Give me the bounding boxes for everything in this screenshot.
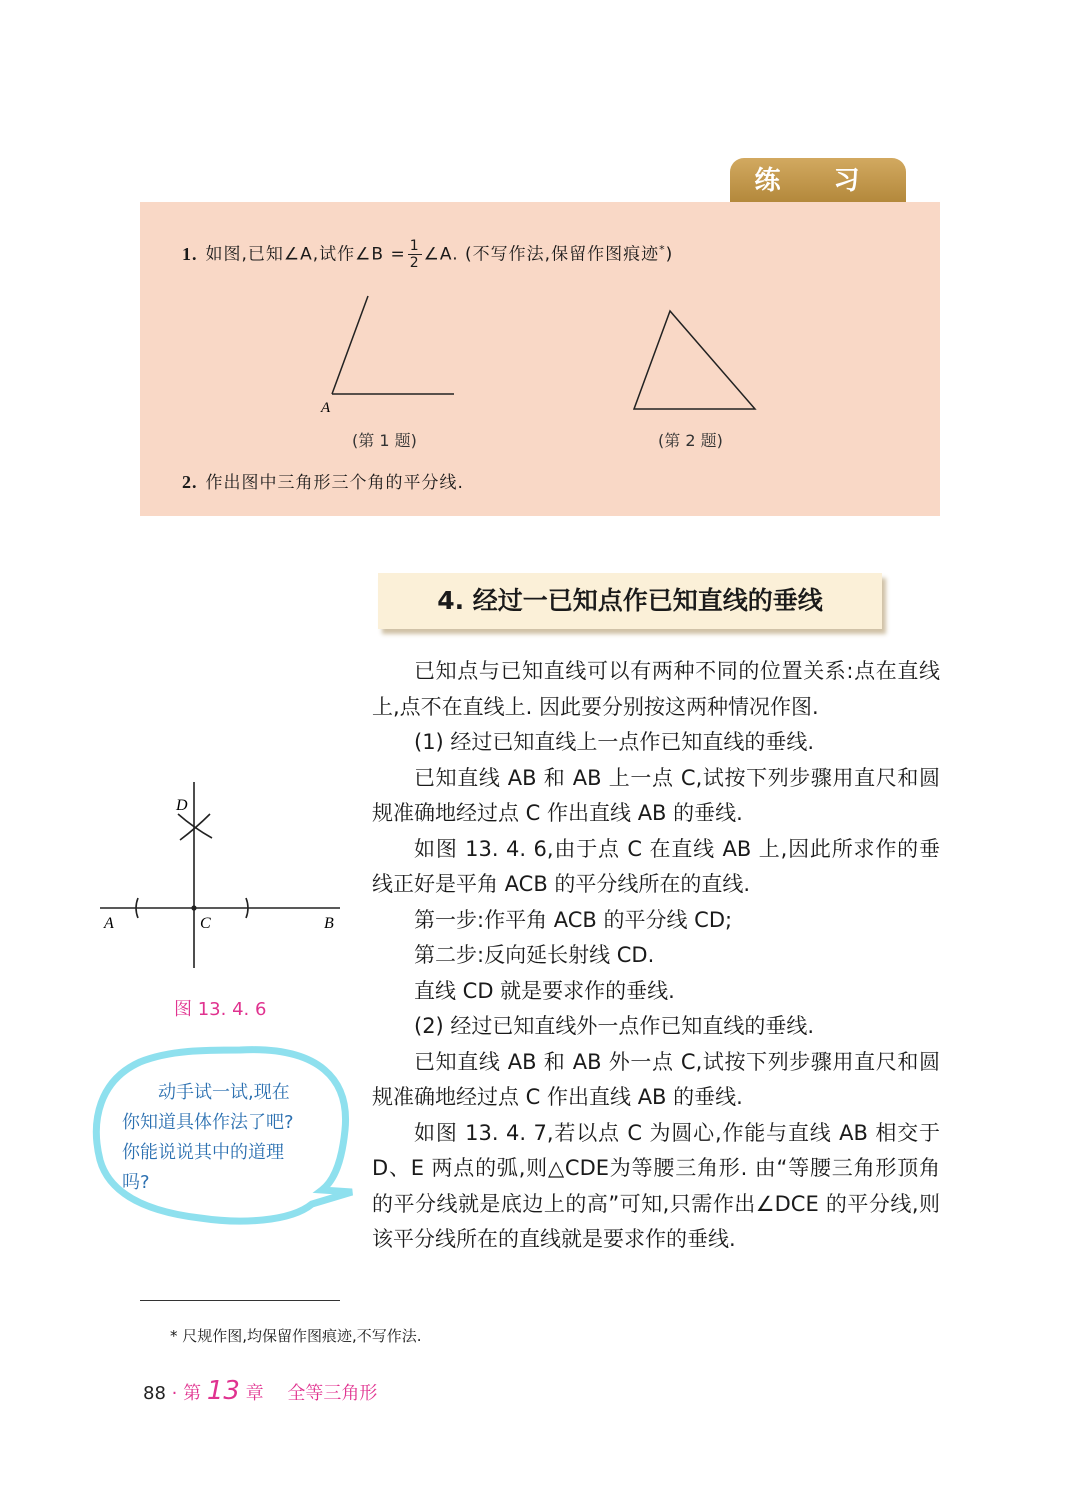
paragraph-9: 已知直线 AB 和 AB 外一点 C,试按下列步骤用直尺和圆规准确地经过点 C 作出直线 AB 的垂线. (372, 1049, 940, 1109)
paragraph-1: 已知点与已知直线可以有两种不同的位置关系:点在直线上,点不在直线上. 因此要分别按这两种情况作图. (372, 659, 940, 719)
point-c (191, 905, 196, 910)
page-number: 88 (143, 1383, 166, 1404)
triangle (634, 311, 755, 409)
body-text (372, 654, 940, 1258)
figure-1-caption: (第 1 题) (352, 431, 417, 450)
paragraph-4: 如图 13. 4. 6,由于点 C 在直线 AB 上,因此所求作的垂线正好是平角 ACB 的平分线所在的直线. (372, 836, 940, 896)
paragraph-8: (2) 经过已知直线外一点作已知直线的垂线. (414, 1014, 815, 1038)
paragraph-2: (1) 经过已知直线上一点作已知直线的垂线. (414, 730, 815, 754)
fraction-numerator: 1 (409, 238, 420, 255)
exercise-1-close: ) (665, 244, 674, 265)
exercise-1-text-after: ∠A. (不写作法,保留作图痕迹 (423, 244, 660, 265)
section-heading: 4. 经过一已知点作已知直线的垂线 (378, 573, 882, 629)
paragraph-10: 如图 13. 4. 7,若以点 C 为圆心,作能与直线 AB 相交于 D、E 两点的弧,则△CDE为等腰三角形. 由“等腰三角形顶角的平分线就是底边上的高”可知,只需作出∠DCE 的平分线,则该平分线所在的直线就是要求作的垂线. (372, 1120, 940, 1251)
figure-13-4-6 (96, 776, 346, 976)
paragraph-5: 第一步:作平角 ACB 的平分线 CD; (414, 907, 733, 932)
figure-caption: 图 13. 4. 6 (174, 999, 267, 1020)
figure-2-caption: (第 2 题) (658, 431, 723, 450)
page-footer (143, 1376, 377, 1406)
chapter-prefix: · 第 (171, 1383, 202, 1404)
practice-tab: 练 习 (730, 158, 906, 204)
exercise-2-triangle-figure (625, 305, 765, 417)
label-a: A (104, 915, 114, 932)
label-d: D (176, 797, 188, 814)
exercise-2 (182, 468, 464, 493)
label-c: C (200, 915, 211, 932)
label-b: B (324, 915, 334, 932)
paragraph-3: 已知直线 AB 和 AB 上一点 C,试按下列步骤用直尺和圆规准确地经过点 C 作出直线 AB 的垂线. (372, 765, 940, 825)
fraction (408, 238, 422, 271)
fraction-denominator: 2 (409, 255, 420, 272)
footnote: * 尺规作图,均保留作图痕迹,不写作法. (170, 1327, 422, 1345)
angle-arm-upper (332, 296, 368, 394)
paragraph-7: 直线 CD 就是要求作的垂线. (414, 978, 675, 1003)
footnote-rule (140, 1300, 340, 1301)
exercise-2-text: 作出图中三角形三个角的平分线. (205, 473, 464, 493)
arc-cross-2 (180, 814, 210, 840)
exercise-1-angle-figure (310, 290, 470, 420)
chapter-suffix: 章 (245, 1383, 264, 1404)
exercise-2-number: 2. (182, 472, 198, 492)
exercise-1 (182, 232, 673, 273)
bubble-text-content: 动手试一试,现在你知道具体作法了吧? 你能说说其中的道理吗? (122, 1082, 294, 1193)
chapter-title: 全等三角形 (287, 1383, 378, 1404)
angle-label-a: A (321, 400, 331, 416)
paragraph-6: 第二步:反向延长射线 CD. (414, 943, 655, 967)
footnote-mark: * (659, 243, 666, 256)
bubble-text (122, 1078, 302, 1198)
chapter-number: 13 (206, 1376, 240, 1406)
exercise-1-number: 1. (182, 243, 198, 264)
exercise-1-text-before: 如图,已知∠A,试作∠B = (205, 244, 406, 265)
